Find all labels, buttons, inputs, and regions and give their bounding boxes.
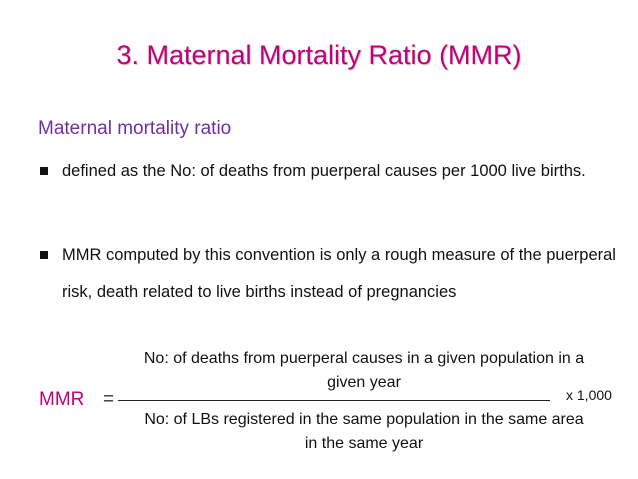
bullet-text: MMR computed by this convention is only a rough measure of the puerperal risk, death related to live births instead of pregnancies — [62, 246, 616, 301]
fraction-line — [118, 400, 550, 401]
slide-title: 3. Maternal Mortality Ratio (MMR) — [116, 40, 522, 70]
mmr-formula — [0, 340, 638, 470]
formula-numerator: No: of deaths from puerperal causes in a given population in a given year — [143, 350, 585, 391]
bullet-text: defined as the No: of deaths from puerperal causes per 1000 live births. — [62, 162, 586, 180]
equals-sign: = — [103, 389, 115, 410]
formula-multiplier: x 1,000 — [566, 387, 612, 403]
square-bullet-icon — [40, 167, 48, 175]
formula-label: MMR — [39, 389, 85, 410]
bullet-item — [38, 153, 618, 190]
bullet-item — [38, 237, 618, 311]
square-bullet-icon — [40, 251, 48, 259]
subheading: Maternal mortality ratio — [38, 118, 232, 139]
formula-denominator: No: of LBs registered in the same population in the same area in the same year — [144, 411, 584, 452]
